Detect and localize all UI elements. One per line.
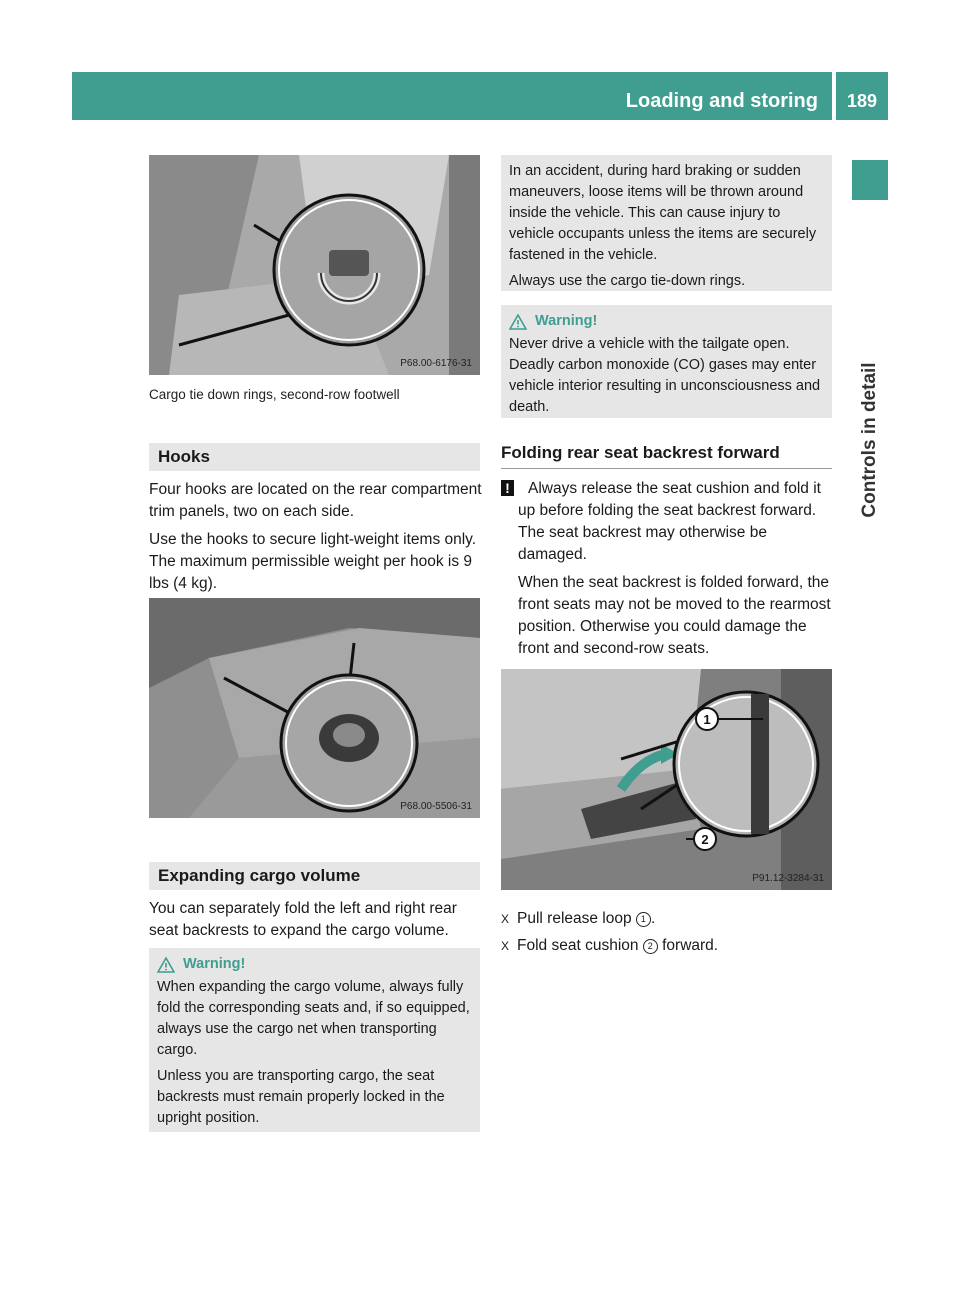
step-marker-icon: X: [501, 939, 510, 953]
cargo-warning-box: [149, 948, 480, 1132]
callout-ref-1: 1: [636, 912, 651, 927]
notice-paragraph-2: When the seat backrest is folded forward, the front seats may not be moved to the rearmost position. Otherwise you could damage the front and second-row seats.: [518, 574, 831, 657]
expanding-body: [149, 898, 484, 948]
image-code: P68.00-5506-31: [400, 801, 472, 812]
notice-paragraph-1: Always release the seat cushion and fold it up before folding the seat backrest forward. The seat backrest may otherwise be damaged.: [518, 480, 821, 563]
image-code: P68.00-6176-31: [400, 358, 472, 369]
seat-cushion-illustration: [501, 669, 832, 890]
warning-title: [157, 954, 472, 975]
warning-title-text: Warning!: [183, 956, 246, 972]
cargo-hook-illustration: [149, 598, 480, 818]
step-text-end: forward.: [657, 937, 719, 954]
damage-notice: [501, 478, 834, 666]
callout-1: 1: [703, 712, 711, 727]
warning-title: [509, 311, 824, 332]
tailgate-warning-box: [501, 305, 832, 418]
step-text: Fold seat cushion: [517, 937, 643, 954]
step-1: [501, 908, 655, 930]
tailgate-warning-paragraph: Never drive a vehicle with the tailgate open. Deadly carbon monoxide (CO) gases may enter vehicle interior resulting in unconsciousness and death.: [509, 336, 821, 415]
page-title: Loading and storing: [625, 90, 818, 112]
cargo-hook-photo: [149, 598, 480, 818]
section-heading-expanding: Expanding cargo volume: [149, 862, 480, 890]
hooks-body: [149, 479, 484, 601]
folding-heading: Folding rear seat backrest forward: [501, 443, 832, 469]
callout-2: 2: [701, 832, 709, 847]
warning-paragraph-1: When expanding the cargo volume, always fully fold the corresponding seats and, if so equipped, always use the cargo net when transporting cargo.: [157, 979, 470, 1058]
step-text-end: .: [650, 910, 656, 927]
accident-info-box: [501, 155, 832, 291]
image-caption: Cargo tie down rings, second-row footwell: [149, 387, 400, 402]
warning-title-text: Warning!: [535, 313, 598, 329]
tie-down-ring-photo: [149, 155, 480, 375]
warning-paragraph-2: Unless you are transporting cargo, the seat backrests must remain properly locked in the upright position.: [157, 1068, 445, 1126]
tie-down-ring-illustration: [149, 155, 480, 375]
side-section-label: Controls in detail: [859, 362, 880, 518]
section-heading-hooks: Hooks: [149, 443, 480, 471]
step-marker-icon: X: [501, 912, 510, 926]
notice-icon: !: [501, 480, 514, 496]
hooks-paragraph-2: Use the hooks to secure light-weight items only. The maximum permissible weight per hook is 9 lbs (4 kg).: [149, 531, 477, 592]
warning-triangle-icon: [157, 957, 175, 973]
accident-paragraph-1: In an accident, during hard braking or sudden maneuvers, loose items will be thrown around inside the vehicle. This can cause injury to vehicle occupants unless the items are securely fastened in the vehicle.: [509, 163, 817, 263]
page-number: 189: [836, 72, 888, 120]
expanding-paragraph-1: You can separately fold the left and right rear seat backrests to expand the cargo volume.: [149, 900, 457, 939]
side-tab-marker: [852, 160, 888, 200]
step-text: Pull release loop: [517, 910, 636, 927]
image-code: P91.12-3284-31: [752, 873, 824, 884]
seat-cushion-photo: [501, 669, 832, 890]
hooks-paragraph-1: Four hooks are located on the rear compartment trim panels, two on each side.: [149, 481, 482, 520]
step-2: [501, 935, 718, 957]
callout-ref-2: 2: [643, 939, 658, 954]
accident-paragraph-2: Always use the cargo tie-down rings.: [509, 273, 746, 289]
warning-triangle-icon: [509, 314, 527, 330]
